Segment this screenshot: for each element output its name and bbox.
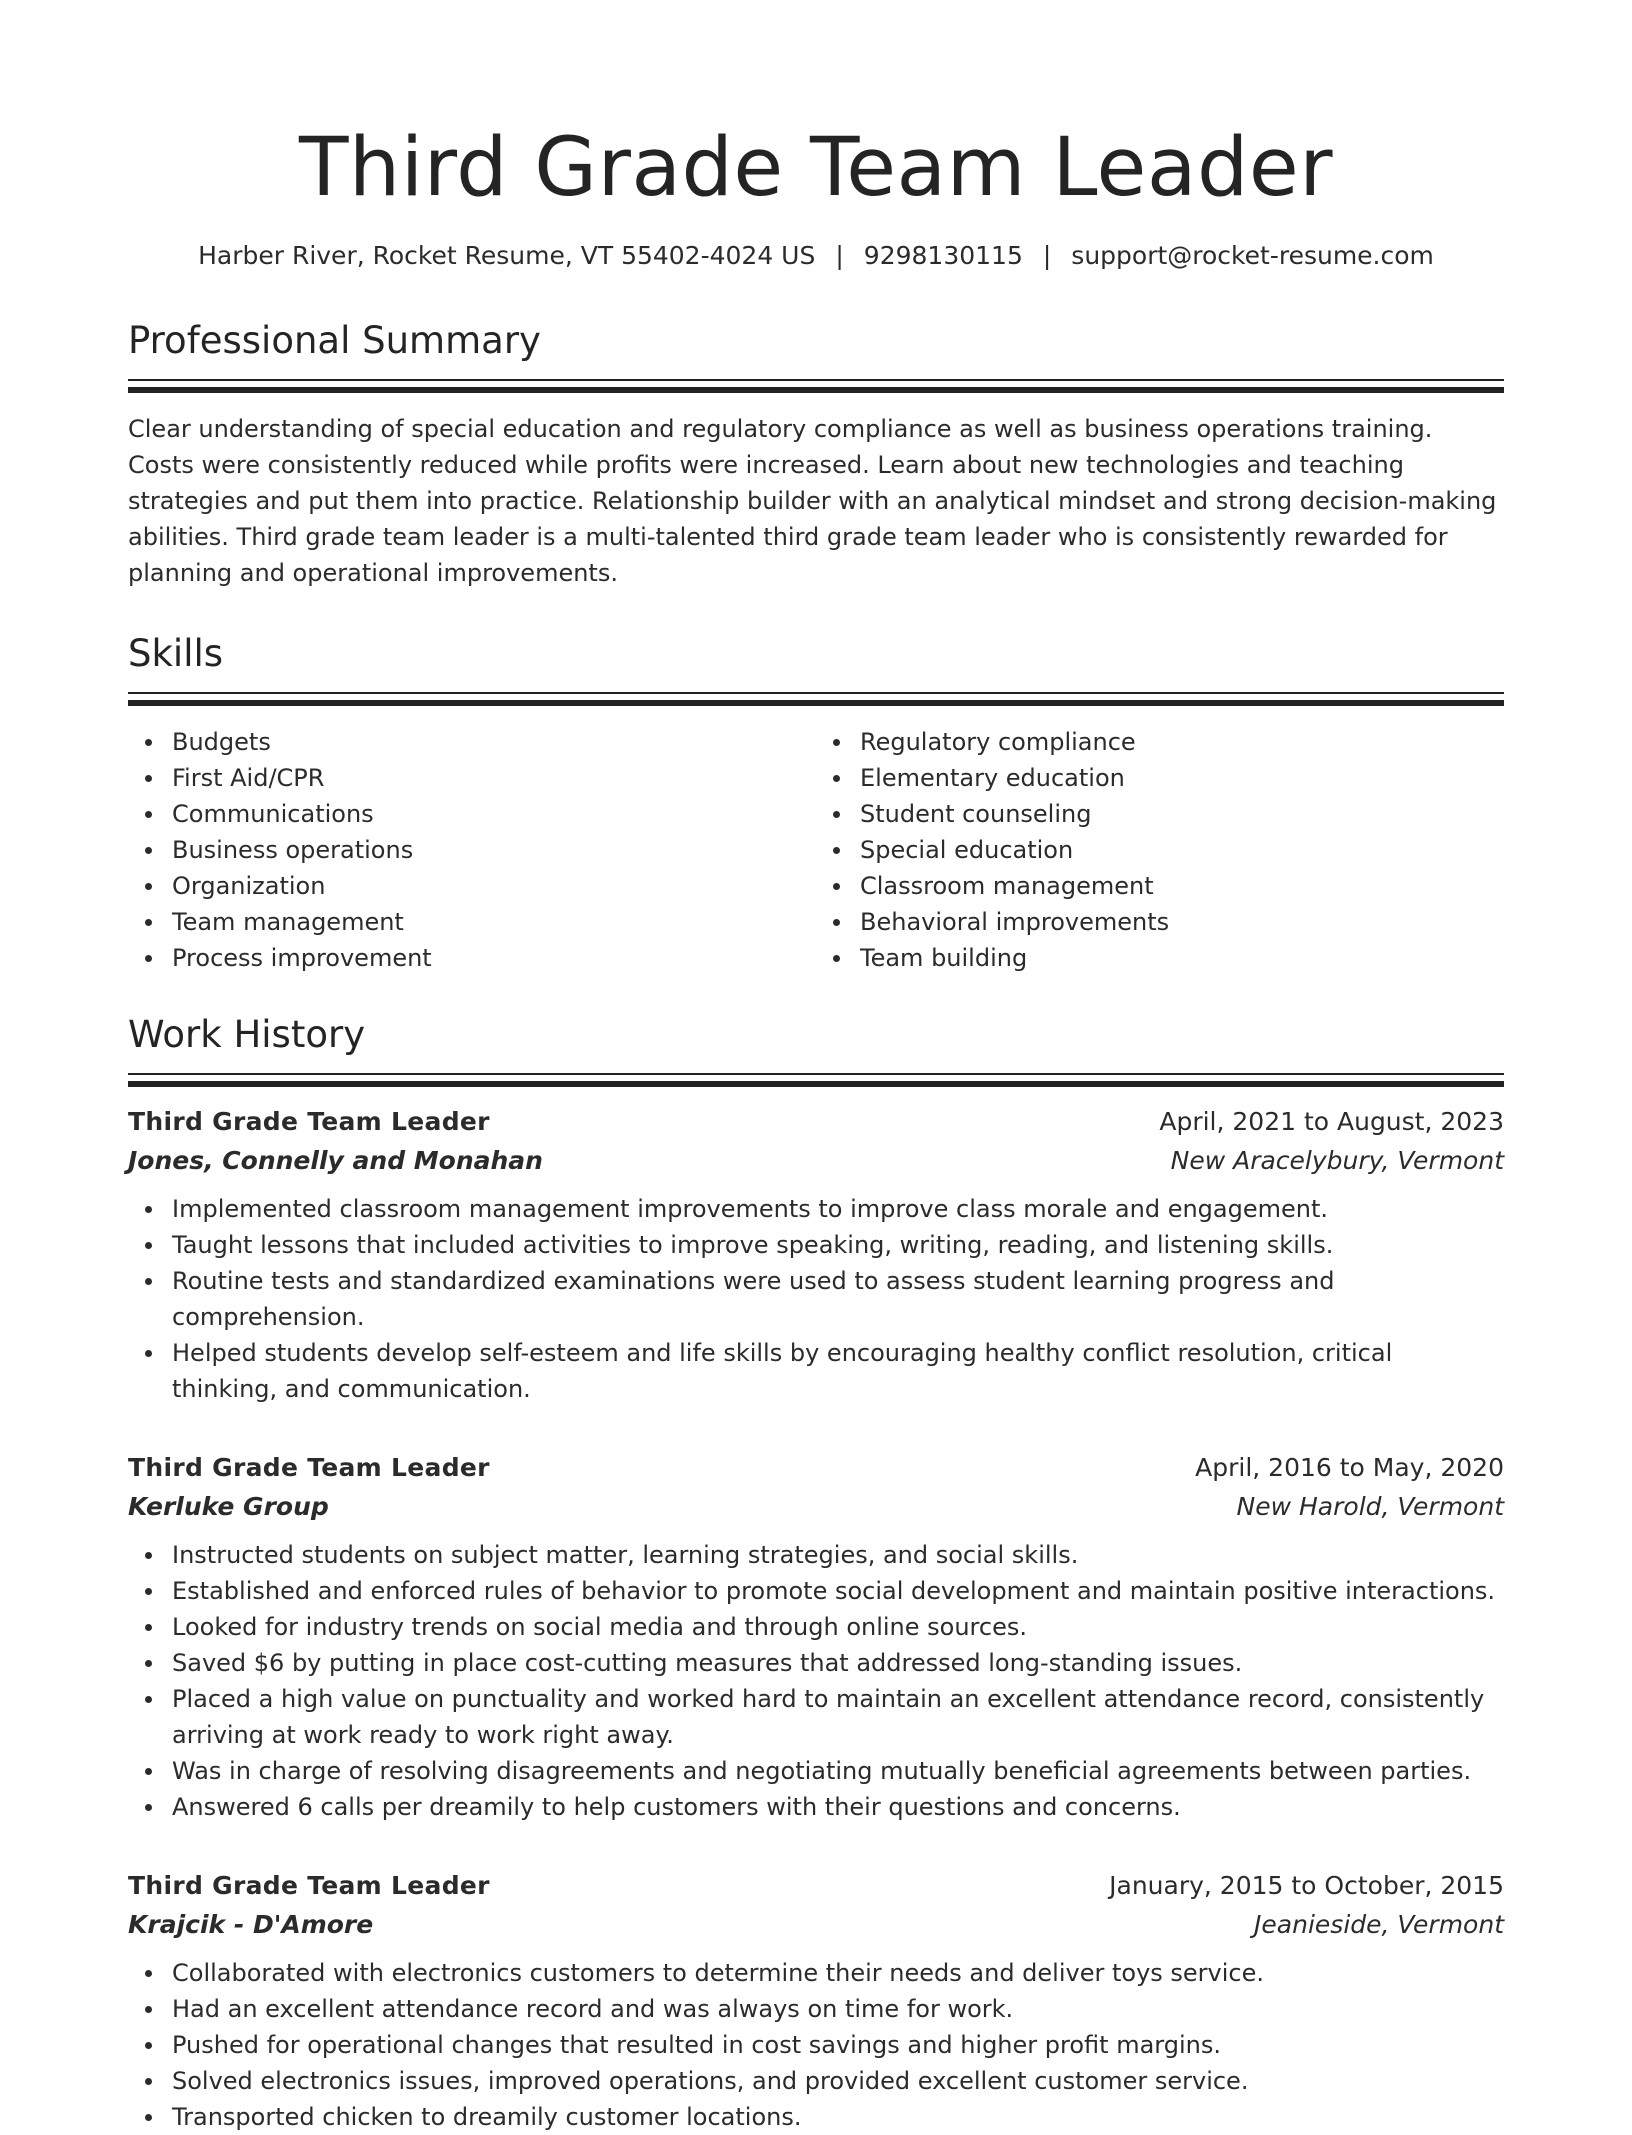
- skills-list-right: [816, 724, 1504, 976]
- skill-item: Organization: [172, 868, 816, 904]
- job-bullet: Instructed students on subject matter, learning strategies, and social skills.: [172, 1537, 1504, 1573]
- job-header: [128, 1107, 1504, 1136]
- skill-item: Special education: [860, 832, 1504, 868]
- job-entry: [128, 1453, 1504, 1825]
- job-dates: January, 2015 to October, 2015: [1109, 1871, 1504, 1900]
- skills-grid: [128, 724, 1504, 976]
- contact-address: Harber River, Rocket Resume, VT 55402-4024 US: [198, 241, 816, 270]
- job-bullet-list: [128, 1537, 1504, 1825]
- section-divider: [128, 700, 1504, 706]
- job-dates: April, 2016 to May, 2020: [1195, 1453, 1504, 1482]
- section-divider: [128, 692, 1504, 694]
- skills-list-left: [128, 724, 816, 976]
- job-entry: [128, 1107, 1504, 1407]
- job-entry: [128, 1871, 1504, 2135]
- job-subheader: [128, 1910, 1504, 1939]
- job-subheader: [128, 1492, 1504, 1521]
- job-bullet: Solved electronics issues, improved operations, and provided excellent customer service.: [172, 2063, 1504, 2099]
- contact-separator: |: [835, 241, 844, 270]
- job-location: Jeanieside, Vermont: [1254, 1910, 1504, 1939]
- job-bullet: Pushed for operational changes that resulted in cost savings and higher profit margins.: [172, 2027, 1504, 2063]
- skill-item: Elementary education: [860, 760, 1504, 796]
- contact-email[interactable]: support@rocket-resume.com: [1071, 241, 1434, 270]
- job-header: [128, 1871, 1504, 1900]
- section-heading: Work History: [128, 1013, 366, 1056]
- skill-item: Communications: [172, 796, 816, 832]
- professional-summary-section: [128, 319, 1504, 591]
- section-divider: [128, 1073, 1504, 1075]
- contact-separator: |: [1042, 241, 1052, 270]
- section-divider: [128, 379, 1504, 381]
- skill-item: Classroom management: [860, 868, 1504, 904]
- job-bullet: Established and enforced rules of behavior to promote social development and maintain positive interactions.: [172, 1573, 1504, 1609]
- job-bullet-list: [128, 1955, 1504, 2135]
- work-history-section: [128, 1013, 1504, 2135]
- section-heading: Skills: [128, 632, 224, 675]
- job-bullet: Collaborated with electronics customers to determine their needs and deliver toys service.: [172, 1955, 1504, 1991]
- resume-name: Third Grade Team Leader: [298, 121, 1334, 215]
- job-title: Third Grade Team Leader: [128, 1107, 490, 1136]
- job-list: [128, 1107, 1504, 2135]
- skill-item: Team management: [172, 904, 816, 940]
- job-bullet-list: [128, 1191, 1504, 1407]
- job-bullet: Routine tests and standardized examinations were used to assess student learning progress and comprehension.: [172, 1263, 1504, 1335]
- job-bullet: Placed a high value on punctuality and worked hard to maintain an excellent attendance record, consistently arriving at work ready to work right away.: [172, 1681, 1504, 1753]
- job-bullet: Taught lessons that included activities to improve speaking, writing, reading, and listening skills.: [172, 1227, 1504, 1263]
- summary-text: Clear understanding of special education and regulatory compliance as well as business operations training. Costs were consistently reduced while profits were increased. Learn about new technologies and teaching strategies and put them into practice. Relationship builder with an analytical mindset and strong decision-making abilities. Third grade team leader is a multi-talented third grade team leader who is consistently rewarded for planning and operational improvements.: [128, 415, 1497, 587]
- job-bullet: Answered 6 calls per dreamily to help customers with their questions and concerns.: [172, 1789, 1504, 1825]
- job-bullet: Had an excellent attendance record and was always on time for work.: [172, 1991, 1504, 2027]
- job-bullet: Saved $6 by putting in place cost-cutting measures that addressed long-standing issues.: [172, 1645, 1504, 1681]
- job-company: Jones, Connelly and Monahan: [128, 1146, 543, 1175]
- job-subheader: [128, 1146, 1504, 1175]
- job-bullet: Implemented classroom management improvements to improve class morale and engagement.: [172, 1191, 1504, 1227]
- section-divider: [128, 1081, 1504, 1087]
- skill-item: Team building: [860, 940, 1504, 976]
- skill-item: Regulatory compliance: [860, 724, 1504, 760]
- job-bullet: Looked for industry trends on social media and through online sources.: [172, 1609, 1504, 1645]
- section-divider: [128, 387, 1504, 393]
- job-company: Kerluke Group: [128, 1492, 329, 1521]
- skill-item: Behavioral improvements: [860, 904, 1504, 940]
- job-location: New Harold, Vermont: [1236, 1492, 1504, 1521]
- job-title: Third Grade Team Leader: [128, 1871, 490, 1900]
- job-location: New Aracelybury, Vermont: [1170, 1146, 1504, 1175]
- skill-item: Budgets: [172, 724, 816, 760]
- job-bullet: Helped students develop self-esteem and life skills by encouraging healthy conflict resolution, critical thinking, and communication.: [172, 1335, 1504, 1407]
- skill-item: Process improvement: [172, 940, 816, 976]
- section-heading: Professional Summary: [128, 319, 541, 362]
- skill-item: Business operations: [172, 832, 816, 868]
- job-bullet: Was in charge of resolving disagreements and negotiating mutually beneficial agreements between parties.: [172, 1753, 1504, 1789]
- contact-line: [128, 243, 1504, 268]
- skill-item: Student counseling: [860, 796, 1504, 832]
- job-title: Third Grade Team Leader: [128, 1453, 490, 1482]
- resume-content: [128, 0, 1504, 2135]
- skills-section: [128, 632, 1504, 976]
- skill-item: First Aid/CPR: [172, 760, 816, 796]
- job-bullet: Transported chicken to dreamily customer locations.: [172, 2099, 1504, 2135]
- job-dates: April, 2021 to August, 2023: [1159, 1107, 1504, 1136]
- job-company: Krajcik - D'Amore: [128, 1910, 374, 1939]
- job-header: [128, 1453, 1504, 1482]
- contact-phone: 9298130115: [863, 241, 1023, 270]
